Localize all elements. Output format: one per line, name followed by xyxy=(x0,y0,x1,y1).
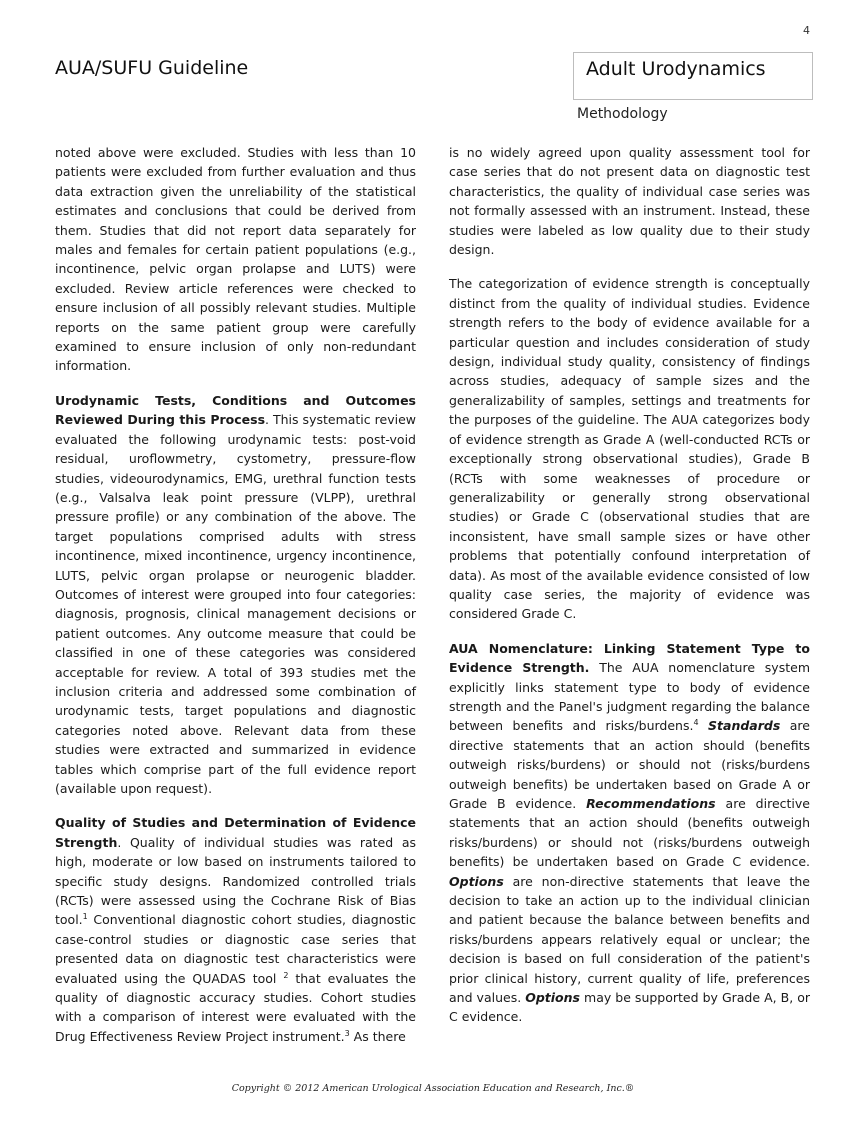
paragraph-urodynamic-tests xyxy=(55,391,416,799)
citation-superscript: 3 xyxy=(344,1028,350,1038)
term-recommendations: Recommendations xyxy=(586,796,716,811)
paragraph-evidence-strength xyxy=(449,274,810,623)
citation-superscript: 4 xyxy=(693,718,699,728)
paragraph-text: . This systematic review evaluated the following urodynamic tests: post-void residual, uroflowmetry, cystometry, pressure-flow studies, videourodynamics, EMG, urethral function tests (e.g., Valsalva leak point pressure (VLPP), urethral pressure profile) or any combination of the above. The target populations comprised adults with stress incontinence, mixed incontinence, urgency incontinence, LUTS, pelvic organ prolapse or neurogenic bladder. Outcomes of interest were grouped into four categories: diagnosis, prognosis, clinical management decisions or patient outcomes. Any outcome measure that could be classified in one of these categories was considered acceptable for review. A total of 393 studies met the inclusion criteria and addressed some combination of urodynamic tests, target populations and diagnostic categories noted above. Relevant data from these studies were extracted and summarized in evidence tables which comprise part of the full evidence report (available upon request). xyxy=(55,412,416,796)
term-options: Options xyxy=(449,873,504,889)
citation-superscript: 2 xyxy=(283,970,289,980)
paragraph-text: The categorization of evidence strength is conceptually distinct from the quality of individual studies. Evidence strength refers to the body of evidence available for a particular question and includes consideration of study design, individual study quality, consistency of findings across studies, adequacy of sample sizes and the generalizability of samples, settings and treatments for the purposes of the guideline. The AUA categorizes body of evidence strength as Grade A (well-conducted RCTs or exceptionally strong observational studies), Grade B (RCTs with some weaknesses of procedure or generalizability or generally strong observational studies) or Grade C (observational studies that are inconsistent, have small sample sizes or have other problems that potentially confound interpretation of data). As most of the available evidence consisted of low quality case series, the majority of evidence was considered Grade C. xyxy=(449,276,810,622)
paragraph-text: that evaluates the quality of diagnostic accuracy studies. Cohort studies with a comparison of interest were evaluated with the Drug Effectiveness Review Project instrument. xyxy=(55,970,416,1044)
paragraph-exclusion-criteria xyxy=(55,143,416,376)
subheading-urodynamic-tests: Urodynamic Tests, Conditions and Outcomes Reviewed During this Process xyxy=(55,392,416,428)
paragraph-text: are directive statements that an action should (benefits outweigh risks/burdens) or should not (risks/burdens outweigh benefits) be undertaken based on Grade A or Grade B evidence. xyxy=(449,718,810,811)
paragraph-text: The AUA nomenclature system explicitly links statement type to body of evidence strength and the Panel's judgment regarding the balance between benefits and risks/burdens. xyxy=(449,660,810,734)
paragraph-text: may be supported by Grade A, B, or C evidence. xyxy=(449,990,810,1025)
term-options: Options xyxy=(525,990,580,1006)
citation-superscript: 1 xyxy=(82,912,88,922)
guideline-title: AUA/SUFU Guideline xyxy=(55,57,249,79)
paragraph-aua-nomenclature xyxy=(449,639,810,1027)
paragraph-text: As there xyxy=(349,1028,406,1044)
subheading-quality-of-studies: Quality of Studies and Determination of Evidence Strength xyxy=(55,815,416,850)
document-title: Adult Urodynamics xyxy=(586,58,766,80)
paragraph-case-series-quality xyxy=(449,143,810,259)
section-label: Methodology xyxy=(577,106,668,122)
page-number: 4 xyxy=(803,24,810,37)
subheading-aua-nomenclature: AUA Nomenclature: Linking Statement Type to Evidence Strength. xyxy=(449,640,810,676)
paragraph-text: are non-directive statements that leave the decision to take an action up to the individual clinician and patient because the balance between benefits and risks/burdens appears relatively equal or unclear; the decision is based on full consideration of the patient's prior clinical history, current quality of life, preferences and values. xyxy=(449,873,810,1006)
paragraph-text: are directive statements that an action should (benefits outweigh risks/burdens) or should not (risks/burdens outweigh benefits) be undertaken based on Grade C evidence. xyxy=(449,796,810,870)
paragraph-text: noted above were excluded. Studies with less than 10 patients were excluded from further evaluation and thus data extraction given the unreliability of the statistical estimates and conclusions that could be derived from them. Studies that did not report data separately for males and females for certain patient populations (e.g., incontinence, pelvic organ prolapse and LUTS) were excluded. Review article references were checked to ensure inclusion of all possibly relevant studies. Multiple reports on the same patient group were carefully examined to ensure inclusion of only non-redundant information. xyxy=(55,145,416,374)
paragraph-text: . Quality of individual studies was rated as high, moderate or low based on instruments tailored to specific study designs. Randomized controlled trials (RCTs) were assessed using the Cochrane Risk of Bias tool. xyxy=(55,834,416,928)
left-column xyxy=(55,143,416,1046)
paragraph-text: Conventional diagnostic cohort studies, diagnostic case-control studies or diagnostic case series that presented data on diagnostic test characteristics were evaluated using the QUADAS tool xyxy=(55,912,416,986)
paragraph-quality-of-studies xyxy=(55,813,416,1046)
right-column xyxy=(449,143,810,1027)
copyright-footer: Copyright © 2012 American Urological Association Education and Research, Inc.® xyxy=(231,1083,635,1094)
document-title-box xyxy=(573,52,813,100)
paragraph-text: is no widely agreed upon quality assessment tool for case series that do not present data on diagnostic test characteristics, the quality of individual case series was not formally assessed with an instrument. Instead, these studies were labeled as low quality due to their study design. xyxy=(449,145,810,258)
term-standards: Standards xyxy=(708,718,781,734)
